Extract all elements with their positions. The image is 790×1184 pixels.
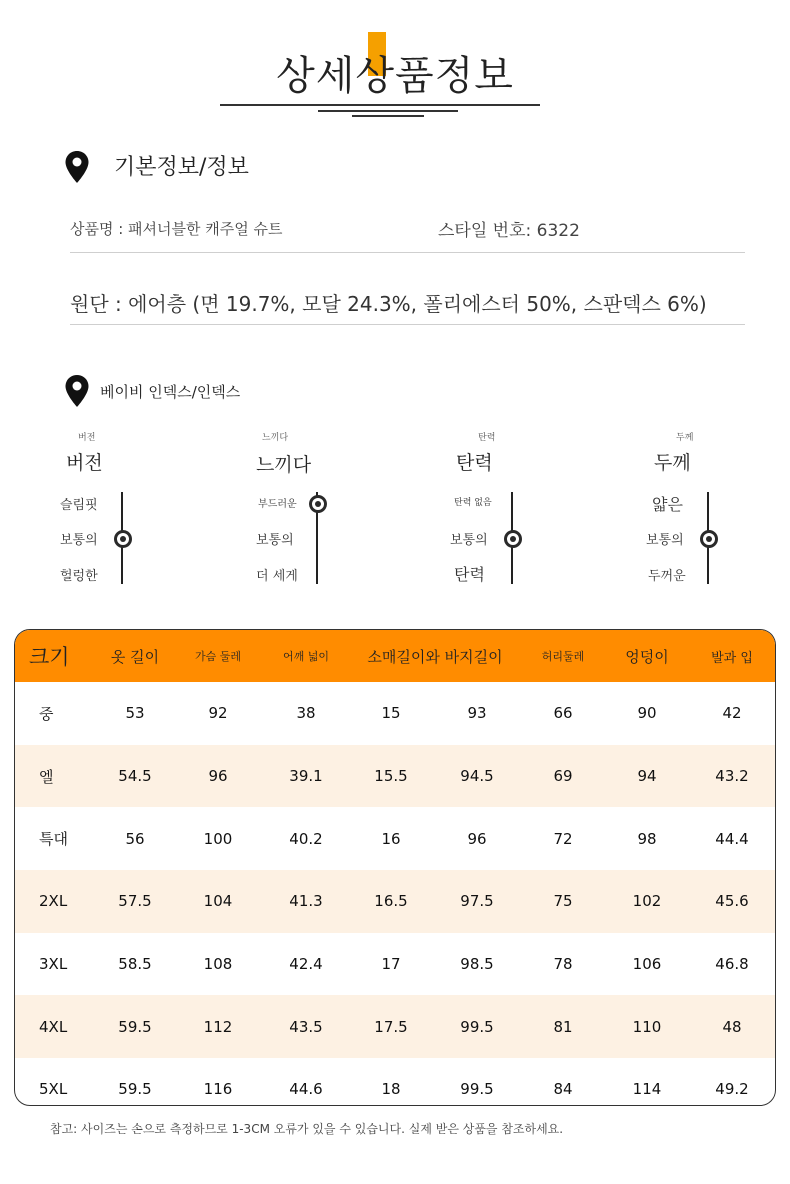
measurement-cell: 72 — [553, 829, 573, 848]
scale-title: 느끼다 — [256, 454, 312, 476]
scale-caption: 느끼다 — [262, 433, 289, 443]
measurement-cell: 114 — [632, 1080, 662, 1099]
measurement-cell: 96 — [173, 745, 263, 808]
header-feet-mouth: 발과 입 — [689, 630, 775, 682]
measurement-cell: 106 — [632, 955, 662, 974]
measurement-cell: 99.5 — [460, 1080, 494, 1099]
scale-marker — [700, 530, 718, 548]
measurement-cell: 94.5 — [433, 745, 521, 808]
measurement-cell: 66 — [553, 704, 573, 723]
size-cell: 2XL — [15, 870, 97, 933]
measurement-cell: 78 — [553, 955, 573, 974]
measurement-cell: 94 — [605, 745, 689, 808]
measurement-cell: 54.5 — [97, 745, 173, 808]
title-underline-3 — [352, 115, 424, 117]
measurement-cell: 90 — [637, 704, 657, 723]
measurement-cell: 112 — [173, 995, 263, 1058]
fit-scale — [58, 428, 218, 608]
measurement-cell: 42 — [722, 704, 742, 723]
measurement-cell: 15 — [381, 704, 401, 723]
scale-label-bottom: 더 세게 — [256, 569, 298, 584]
header-length: 옷 길이 — [97, 630, 173, 682]
size-table — [14, 629, 776, 1106]
header-size: 크기 — [15, 630, 97, 682]
scale-title: 탄력 — [456, 452, 493, 474]
measurement-cell: 53 — [125, 704, 145, 723]
measurement-cell: 98 — [637, 829, 657, 848]
style-number: 스타일 번호: 6322 — [438, 221, 580, 241]
size-cell: 엘 — [15, 745, 97, 808]
scale-label-bottom: 두꺼운 — [648, 569, 686, 584]
scale-caption: 두께 — [676, 433, 694, 443]
scale-marker — [504, 530, 522, 548]
measurement-cell: 59.5 — [97, 995, 173, 1058]
measurement-cell: 96 — [467, 829, 487, 848]
measurement-cell: 110 — [605, 995, 689, 1058]
measurement-cell: 81 — [521, 995, 605, 1058]
measurement-cell: 38 — [296, 704, 316, 723]
scale-title: 두께 — [654, 452, 691, 474]
title-underline — [220, 104, 540, 106]
size-cell: 특대 — [39, 830, 68, 849]
measurement-cell: 48 — [689, 995, 775, 1058]
header-sleeve-pants: 소매길이와 바지길이 — [349, 630, 521, 682]
thickness-scale — [646, 428, 790, 608]
location-pin-icon — [64, 374, 90, 408]
scale-label-mid: 보통의 — [450, 533, 488, 548]
measurement-cell: 40.2 — [289, 829, 323, 848]
table-row — [15, 995, 775, 1058]
measurement-cell: 44.4 — [715, 829, 749, 848]
measurement-cell: 49.2 — [715, 1080, 749, 1099]
size-cell: 중 — [39, 704, 54, 723]
measurement-cell: 92 — [208, 704, 228, 723]
scale-label-mid: 보통의 — [60, 533, 98, 548]
measurement-cell: 17 — [381, 955, 401, 974]
table-row — [15, 745, 775, 808]
measurement-cell: 41.3 — [263, 870, 349, 933]
measurement-cell: 39.1 — [263, 745, 349, 808]
header-shoulder: 어깨 넓이 — [263, 630, 349, 682]
measurement-note: 참고: 사이즈는 손으로 측정하므로 1-3CM 오류가 있을 수 있습니다. 실제 받은 상품을 참조하세요. — [50, 1122, 564, 1136]
measurement-cell: 16 — [381, 829, 401, 848]
measurement-cell: 16.5 — [349, 870, 433, 933]
measurement-cell: 56 — [125, 829, 145, 848]
scale-label-mid: 보통의 — [256, 533, 294, 548]
table-header-row — [15, 630, 775, 682]
page-title: 상세상품정보 — [276, 53, 514, 99]
scale-caption: 버전 — [78, 433, 96, 443]
scale-label-top: 탄력 없음 — [454, 498, 492, 508]
measurement-cell: 46.8 — [715, 955, 749, 974]
scale-marker — [114, 530, 132, 548]
size-cell: 4XL — [15, 995, 97, 1058]
title-underline-2 — [318, 110, 458, 112]
index-heading: 베이비 인덱스/인덱스 — [100, 383, 241, 401]
measurement-cell: 43.5 — [263, 995, 349, 1058]
measurement-cell: 59.5 — [118, 1080, 152, 1099]
scale-label-top: 부드러운 — [258, 499, 297, 510]
elasticity-scale — [450, 428, 610, 608]
measurement-cell: 93 — [467, 704, 487, 723]
scale-label-bottom: 헐렁한 — [60, 569, 98, 584]
measurement-cell: 104 — [173, 870, 263, 933]
size-cell: 5XL — [39, 1080, 68, 1099]
header-hip: 엉덩이 — [605, 630, 689, 682]
page-header — [0, 0, 790, 120]
product-name: 상품명 : 패셔너블한 캐주얼 슈트 — [70, 220, 283, 238]
measurement-cell: 108 — [203, 955, 233, 974]
header-waist: 허리둘레 — [521, 630, 605, 682]
location-pin-icon — [64, 150, 90, 184]
table-row — [15, 682, 775, 745]
header-chest: 가슴 둘레 — [173, 630, 263, 682]
table-row — [15, 1058, 775, 1106]
measurement-cell: 84 — [553, 1080, 573, 1099]
measurement-cell: 69 — [521, 745, 605, 808]
measurement-cell: 15.5 — [349, 745, 433, 808]
measurement-cell: 116 — [203, 1080, 233, 1099]
measurement-cell: 18 — [381, 1080, 401, 1099]
measurement-cell: 43.2 — [689, 745, 775, 808]
measurement-cell: 42.4 — [289, 955, 323, 974]
measurement-cell: 97.5 — [433, 870, 521, 933]
scale-label-mid: 보통의 — [646, 533, 684, 548]
measurement-cell: 100 — [203, 829, 233, 848]
basic-info-heading: 기본정보/정보 — [114, 155, 249, 180]
measurement-cell: 102 — [605, 870, 689, 933]
table-row — [15, 807, 775, 870]
measurement-cell: 44.6 — [289, 1080, 323, 1099]
size-cell: 3XL — [39, 955, 68, 974]
scale-label-top: 얇은 — [652, 495, 683, 514]
table-row — [15, 870, 775, 933]
measurement-cell: 57.5 — [97, 870, 173, 933]
table-row — [15, 933, 775, 996]
scale-label-bottom: 탄력 — [454, 565, 485, 584]
scale-marker — [309, 495, 327, 513]
scale-label-top: 슬림핏 — [60, 498, 98, 513]
product-info-row — [70, 206, 745, 253]
measurement-cell: 45.6 — [689, 870, 775, 933]
scale-caption: 탄력 — [478, 433, 496, 443]
measurement-cell: 99.5 — [433, 995, 521, 1058]
measurement-cell: 17.5 — [349, 995, 433, 1058]
fabric-composition: 원단 : 에어층 (면 19.7%, 모달 24.3%, 폴리에스터 50%, 스판덱스 6%) — [70, 292, 707, 316]
measurement-cell: 58.5 — [118, 955, 152, 974]
measurement-cell: 75 — [521, 870, 605, 933]
measurement-cell: 98.5 — [460, 955, 494, 974]
feel-scale — [254, 428, 414, 608]
scale-title: 버전 — [66, 452, 103, 474]
